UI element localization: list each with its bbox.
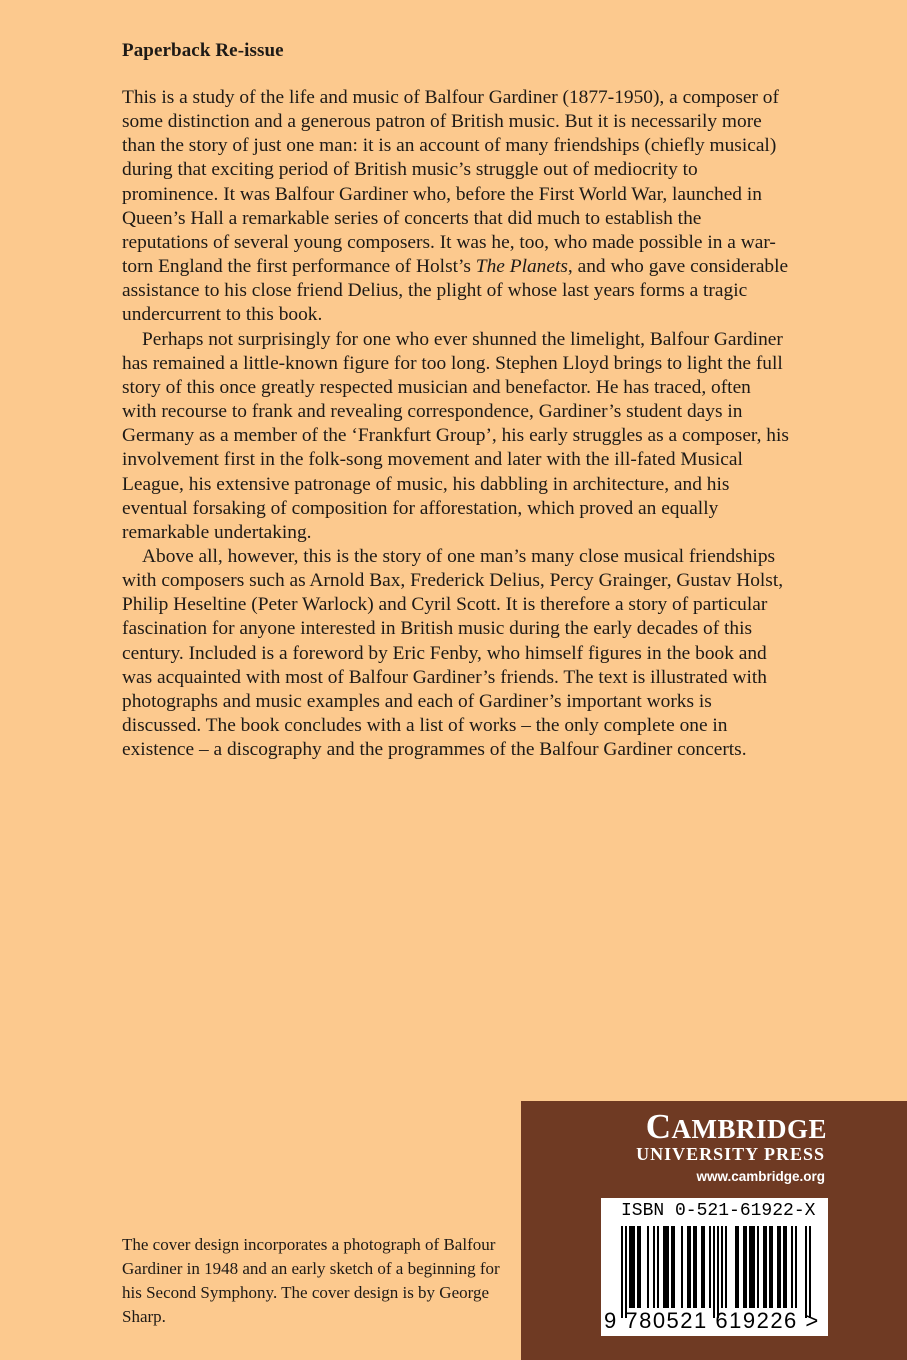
barcode-bar	[647, 1226, 649, 1308]
barcode-digits: 9 780521 619226 >	[604, 1308, 820, 1333]
barcode-bar	[671, 1226, 675, 1308]
barcode-bar	[653, 1226, 655, 1308]
barcode-bar	[681, 1226, 683, 1308]
publisher-name	[646, 1107, 827, 1147]
publisher-name-initial: C	[645, 1107, 672, 1146]
barcode-bar	[791, 1226, 793, 1308]
blurb-text	[122, 86, 790, 762]
barcode-bar	[621, 1226, 623, 1318]
blurb-paragraph-1	[122, 86, 790, 328]
barcode-bar	[805, 1226, 807, 1318]
publisher-name-rest: AMBRIDGE	[671, 1114, 827, 1144]
publisher-url: www.cambridge.org	[696, 1169, 825, 1184]
barcode-bar	[629, 1226, 635, 1308]
blurb-paragraph-3: Above all, however, this is the story of one man’s many close musical friendships with composers such as Arnold Bax, Frederick Delius, Percy Grainger, Gustav Holst, Philip Heseltine (Peter Warlock) and Cyril Scott. It is therefore a story of particular fascination for anyone interested in British music during the early decades of this century. Included is a foreword by Eric Fenby, who himself figures in the book and was acquainted with most of Balfour Gardiner’s friends. The text is illustrated with photographs and music examples and each of Gardiner’s important works is discussed. The book concludes with a list of works – the only complete one in existence – a discography and the programmes of the Balfour Gardiner concerts.	[122, 545, 784, 761]
barcode-bar	[725, 1226, 727, 1308]
barcode-box	[601, 1198, 828, 1336]
barcode-bar	[693, 1226, 697, 1308]
barcode-bar	[663, 1226, 669, 1308]
barcode-bar	[743, 1226, 747, 1308]
cover-design-credit: The cover design incorporates a photograph of Balfour Gardiner in 1948 and an early sketch of a beginning for his Second Symphony. The cover design is by George Sharp.	[122, 1235, 500, 1326]
isbn-label: ISBN 0-521-61922-X	[621, 1201, 816, 1221]
barcode-bar	[757, 1226, 759, 1308]
blurb-p1-end: , and who gave considerable assistance to his close friend Delius, the plight of whose last years forms a tragic undercurrent to this book.	[122, 256, 789, 326]
barcode-bar	[749, 1226, 755, 1308]
barcode-bar	[777, 1226, 781, 1308]
publisher-panel	[521, 1101, 907, 1360]
barcode-bar	[701, 1226, 705, 1308]
barcode-bar	[735, 1226, 739, 1308]
reissue-heading: Paperback Re-issue	[122, 40, 284, 61]
blurb-paragraph-2: Perhaps not surprisingly for one who ever shunned the limelight, Balfour Gardiner has remained a little-known figure for too long. Stephen Lloyd brings to light the full story of this once greatly respected musician and benefactor. He has traced, often with recourse to frank and revealing correspondence, Gardiner’s student days in Germany as a member of the ‘Frankfurt Group’, his early struggles as a composer, his involvement first in the folk-song movement and later with the ill-fated Musical League, his extensive patronage of music, his dabbling in architecture, and his eventual forsaking of composition for afforestation, which proved an equally remarkable undertaking.	[122, 328, 789, 543]
barcode-bar	[657, 1226, 659, 1308]
barcode-bar	[625, 1226, 627, 1318]
blurb-p1-start: This is a study of the life and music of Balfour Gardiner (1877-1950), a composer of some distinction and a generous patron of British music. But it is necessarily more than the story of just one man: it is an account of many friendships (chiefly musical) during that exciting period of British music’s struggle out of mediocrity to prominence. It was Balfour Gardiner who, before the First World War, launched in Queen’s Hall a remarkable series of concerts that did much to establish the reputations of several young composers. It was he, too, who made possible in a war-torn England the first performance of Holst’s	[122, 87, 779, 278]
barcode-bar	[709, 1226, 711, 1308]
barcode-bar	[717, 1226, 719, 1318]
barcode-bar	[809, 1226, 811, 1318]
the-planets-title: The Planets	[475, 256, 568, 278]
barcode-bar	[769, 1226, 773, 1308]
publisher-subtitle: UNIVERSITY PRESS	[636, 1144, 825, 1164]
barcode-bar	[687, 1226, 691, 1308]
barcode-bar	[783, 1226, 787, 1308]
barcode-bar	[763, 1226, 767, 1308]
barcode-bar	[795, 1226, 797, 1308]
barcode-bar	[713, 1226, 715, 1318]
barcode-bar	[637, 1226, 641, 1308]
barcode-bar	[721, 1226, 723, 1308]
